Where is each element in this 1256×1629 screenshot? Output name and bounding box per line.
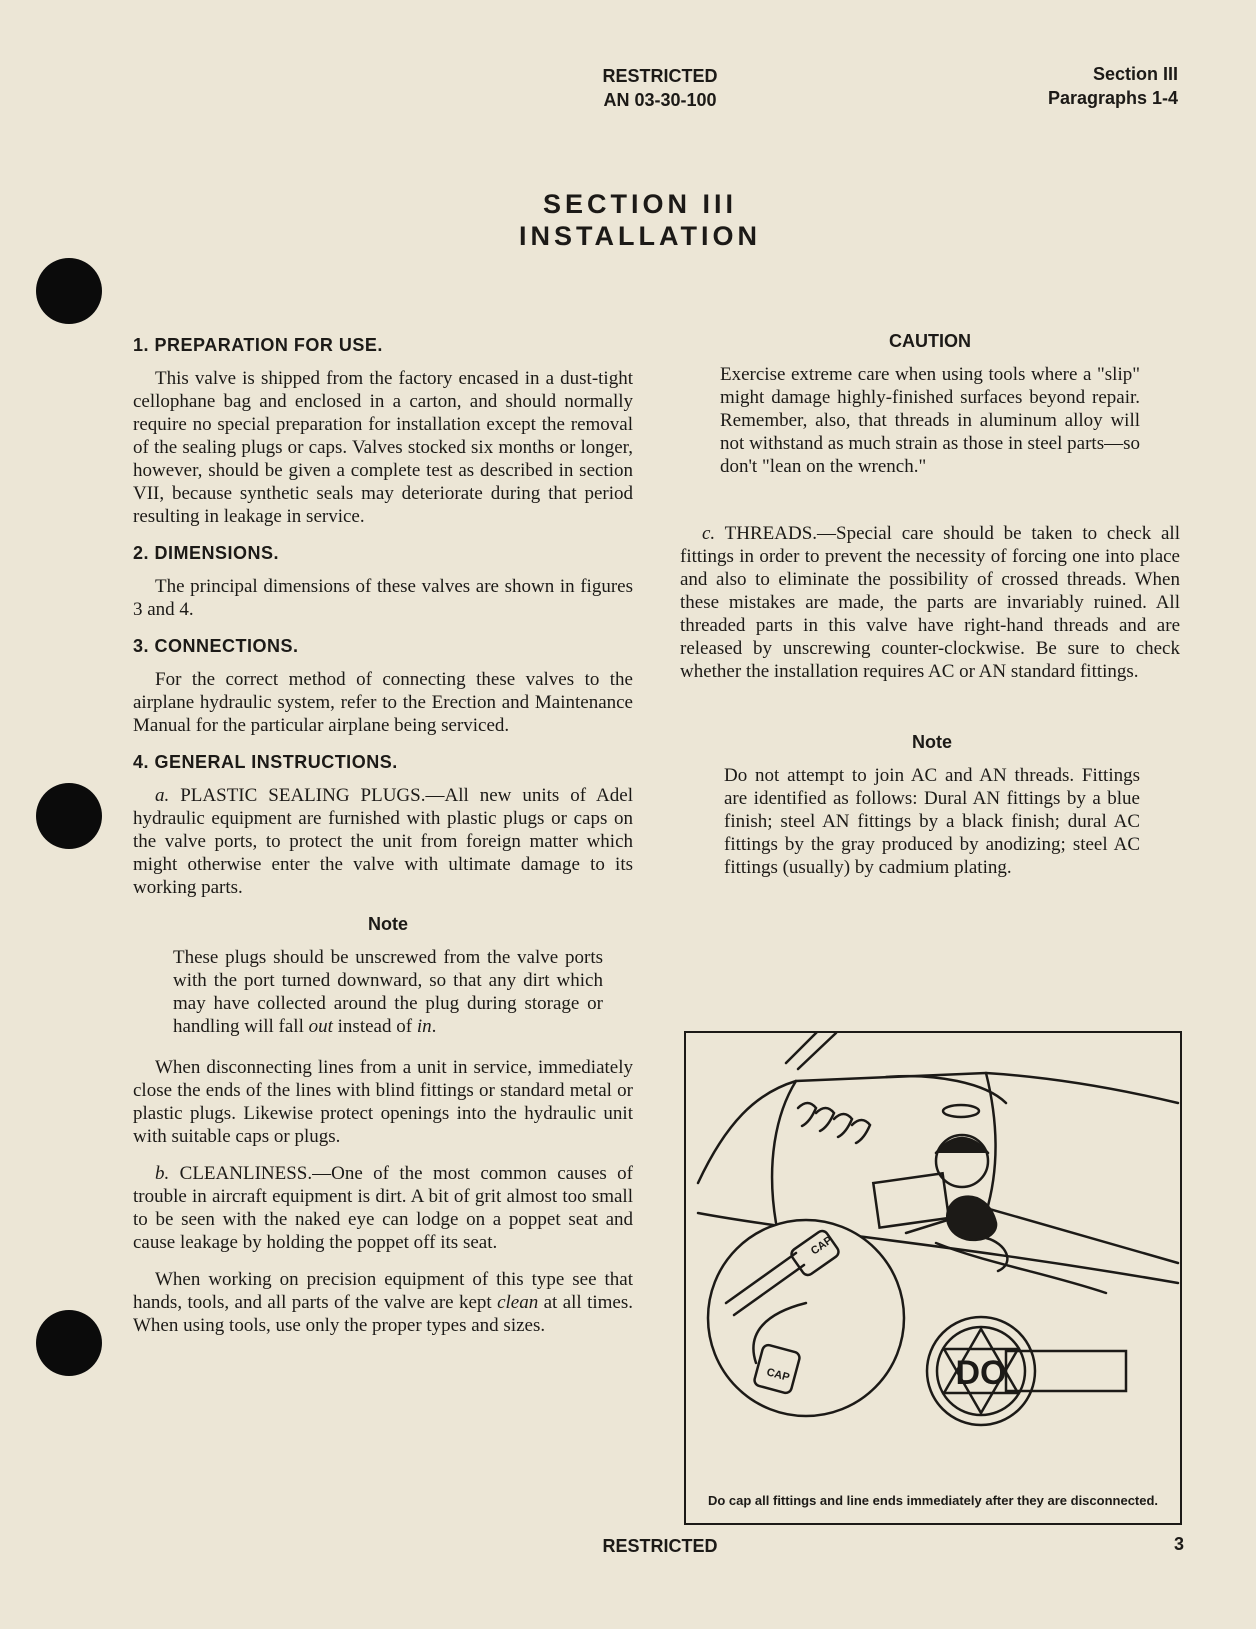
heading-general-instructions: 4. GENERAL INSTRUCTIONS.: [133, 752, 398, 772]
paragraph-dimensions: The principal dimensions of these valves are shown in figures 3 and 4.: [133, 576, 633, 620]
binder-hole-bottom: [36, 1310, 102, 1376]
cap-label-lower: CAP: [765, 1366, 791, 1384]
cap-fittings-illustration: [686, 1033, 1180, 1523]
paragraph-disconnecting: When disconnecting lines from a unit in service, immediately close the ends of the lines with blind fittings or standard metal or plastic plugs. Likewise protect openings into the hydraulic unit with suitable caps or plugs.: [133, 1057, 633, 1147]
item-text-plastic-plugs: —All new units of Adel hydraulic equipment are furnished with plastic plugs or caps on the valve ports, to protect the unit from foreign matter which might otherwise enter the valve with ultimate damage to its working parts.: [133, 785, 633, 898]
note-emphasis-out: out: [308, 1016, 333, 1037]
header-center: [540, 64, 780, 112]
antenna-line: [786, 1033, 821, 1063]
fuselage-top-line: [698, 1073, 1178, 1183]
note-title-threads: Note: [912, 732, 952, 752]
heading-preparation: 1. PREPARATION FOR USE.: [133, 335, 383, 355]
caution-box: [720, 330, 1140, 478]
item-title-cleanliness: CLEANLINESS.: [179, 1163, 313, 1184]
exhaust-stack: [852, 1120, 870, 1143]
precision-emphasis-clean: clean: [497, 1292, 539, 1313]
page-number: 3: [1173, 1534, 1184, 1554]
antenna-line: [798, 1033, 836, 1069]
spacer: [680, 496, 1180, 522]
note-text-part: These plugs should be unscrewed from the valve ports with the port turned downward, so that any dirt which may have collected around the plug during storage or handling will fall: [173, 947, 603, 1037]
cap-label-upper: CAP: [808, 1234, 835, 1258]
right-column: [680, 330, 1180, 897]
heading-connections: 3. CONNECTIONS.: [133, 636, 299, 656]
note-emphasis-in: in: [416, 1016, 432, 1037]
header-paragraphs: Paragraphs 1-4: [1047, 88, 1178, 108]
exhaust-stack: [798, 1103, 816, 1126]
caution-text: Exercise extreme care when using tools where a "slip" might damage highly-finished surfaces beyond repair. Remember, also, that threads in aluminum alloy will not withstand as much strain as those in steel parts—so don't "lean on the wrench.": [720, 364, 1140, 477]
character-hair: [936, 1138, 988, 1153]
note-text-part: instead of: [332, 1016, 417, 1037]
item-text-cleanliness: —One of the most common causes of trouble in aircraft equipment is dirt. A bit of grit almost too small to be seen with the naked eye can lodge on a poppet seat and cause leakage by holding the poppet off its seat.: [133, 1163, 633, 1253]
header-classification: RESTRICTED: [602, 66, 718, 86]
note-text-threads: Do not attempt to join AC and AN threads. Fittings are identified as follows: Dural AN fittings by a blue finish; steel AN fittings by a black finish; dural AC fittings by the gray produced by anodizing; steel AC fittings (usually) by cadmium plating.: [724, 765, 1140, 878]
header-section: Section III: [1092, 64, 1178, 84]
note-box-plugs: [173, 913, 603, 1038]
precision-text-part: When working on precision equipment of this type see that hands, tools, and all parts of the valve are kept: [133, 1269, 633, 1313]
section-title: [380, 188, 900, 252]
exhaust-stack: [834, 1114, 852, 1137]
fuselage-nose-line: [772, 1081, 796, 1223]
item-text-threads: —Special care should be taken to check all fittings in order to prevent the necessity of forcing one into place and also to eliminate the possibility of crossed threads. When these mistakes are made, the parts are invariably ruined. All threaded parts in this valve have right-hand threads and are released by unscrewing counter-clockwise. Be sure to check whether the installation requires AC or AN standard fittings.: [680, 523, 1180, 682]
section-name: INSTALLATION: [519, 221, 761, 251]
footer-classification: RESTRICTED: [602, 1536, 718, 1556]
note-title-plugs: Note: [368, 914, 408, 934]
item-label-c: c.: [702, 523, 716, 544]
left-column: [133, 334, 633, 1351]
precision-text-part: at all times. When using tools, use only the proper types and sizes.: [133, 1292, 633, 1336]
paragraph-cleanliness: [133, 1162, 633, 1254]
item-title-plastic-plugs: PLASTIC SEALING PLUGS.: [180, 785, 426, 806]
figure-caption: Do cap all fittings and line ends immediately after they are disconnected.: [707, 1493, 1159, 1508]
item-label-b: b.: [155, 1163, 170, 1184]
note-text-plugs: [173, 946, 603, 1038]
access-panel: [873, 1173, 949, 1227]
spacer: [680, 697, 1180, 731]
paragraph-threads: [680, 522, 1180, 683]
illustration-frame: [684, 1031, 1182, 1525]
do-badge-text: DO: [955, 1354, 1007, 1392]
note-box-threads: [724, 731, 1140, 879]
item-title-threads: THREADS.: [724, 523, 818, 544]
paragraph-preparation: This valve is shipped from the factory encased in a dust-tight cellophane bag and enclosed in a carton, and should normally require no special preparation for installation except the removal of the sealing plugs or caps. Valves stocked six months or longer, however, should be given a complete test as described in section VII, because synthetic seals may deteriorate during that period resulting in leakage in service.: [133, 368, 633, 527]
binder-hole-middle: [36, 783, 102, 849]
magnifier-circle: [708, 1220, 904, 1416]
item-label-a: a.: [155, 785, 170, 806]
exhaust-stack: [816, 1108, 834, 1131]
header-right: [1048, 62, 1178, 110]
section-number: SECTION III: [542, 189, 738, 219]
heading-dimensions: 2. DIMENSIONS.: [133, 543, 280, 563]
caution-title: CAUTION: [889, 331, 971, 351]
paragraph-connections: For the correct method of connecting these valves to the airplane hydraulic system, refer to the Erection and Maintenance Manual for the particular airplane being serviced.: [133, 669, 633, 736]
header-document-number: AN 03-30-100: [603, 90, 717, 110]
note-text-part: .: [431, 1016, 437, 1037]
halo-ring: [943, 1105, 979, 1117]
binder-hole-top: [36, 258, 102, 324]
paragraph-precision: [133, 1268, 633, 1337]
paragraph-plastic-plugs: [133, 784, 633, 899]
